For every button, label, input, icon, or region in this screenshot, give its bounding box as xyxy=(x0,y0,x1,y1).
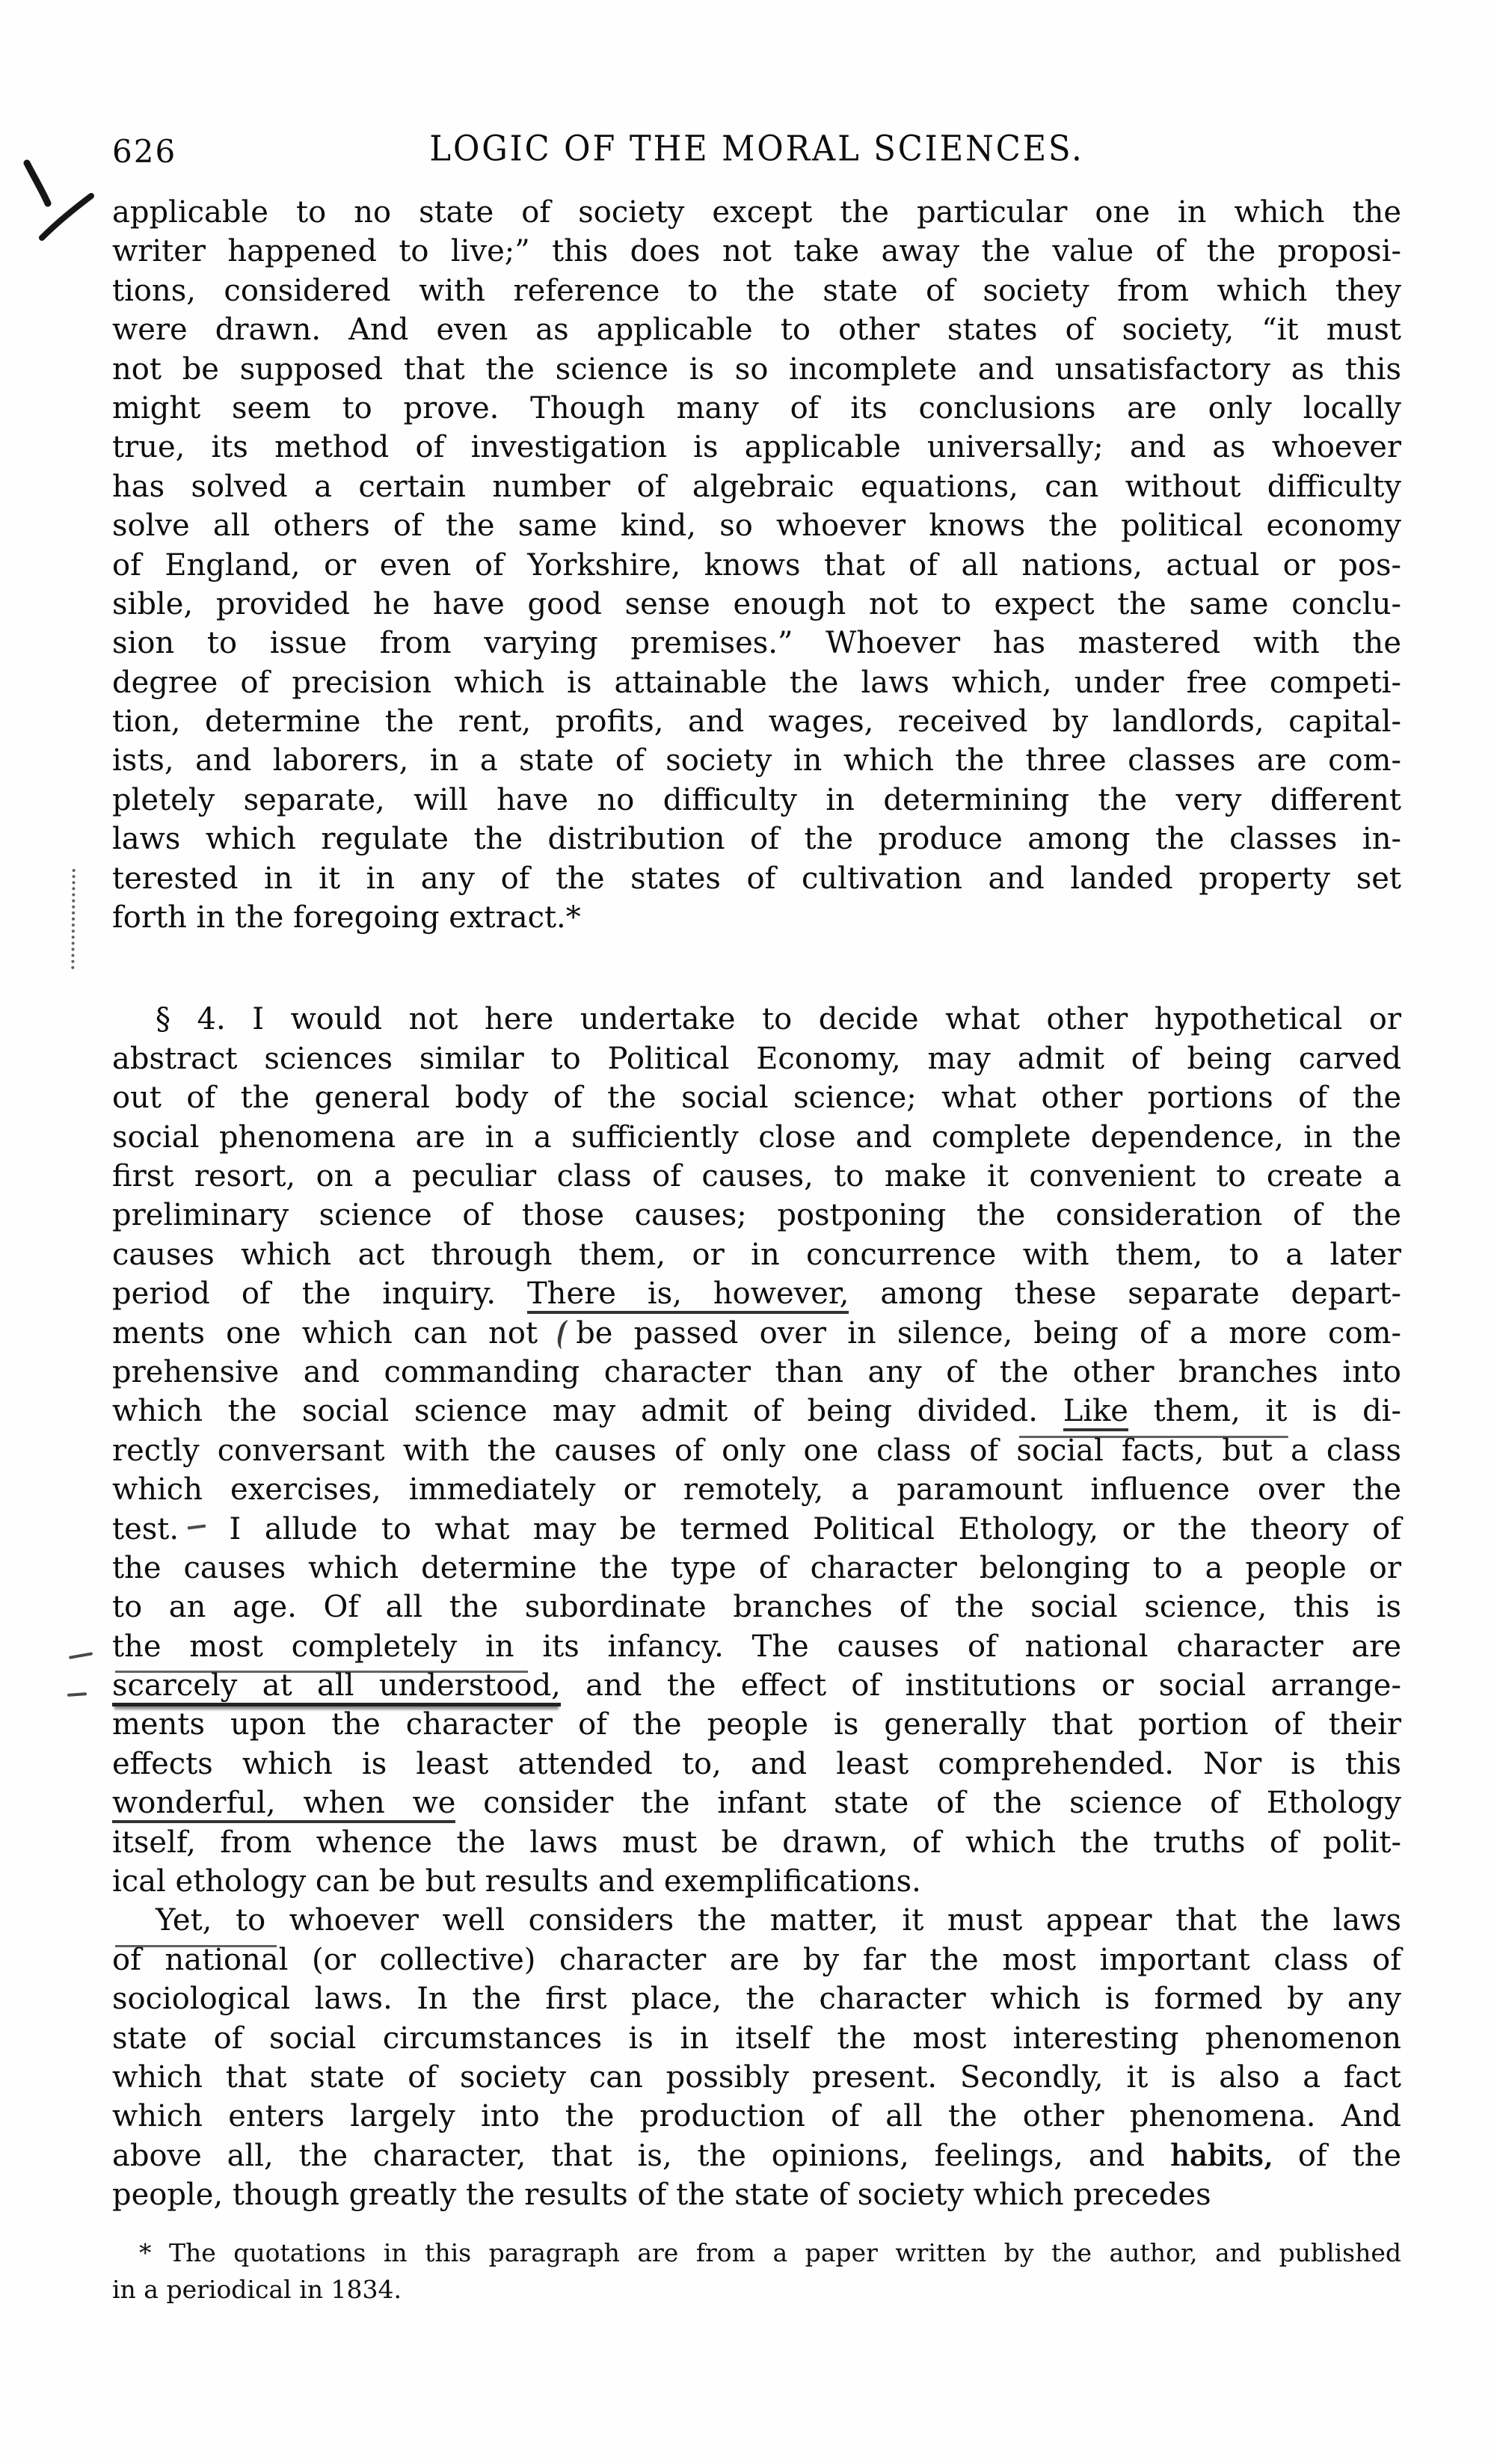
text-line xyxy=(112,781,1401,820)
pencil-marked-text: There is, however, xyxy=(527,1276,849,1314)
text-segment: out of the general body of the social science; what other portions of the xyxy=(112,1081,1401,1116)
text-line xyxy=(112,663,1401,702)
text-segment: ical ethology can be but results and exemplifications. xyxy=(112,1864,921,1899)
pencil-marked-text: of national xyxy=(112,1942,289,1977)
text-segment: solve all others of the same kind, so whoever knows the political economy xyxy=(112,509,1401,544)
text-line xyxy=(112,1470,1401,1509)
body-text xyxy=(112,193,1401,2215)
pencil-margin-dash xyxy=(69,1652,93,1659)
text-segment: which the social science may admit of being divided. xyxy=(112,1394,1063,1429)
text-segment: period of the inquiry. xyxy=(112,1276,527,1312)
text-line xyxy=(112,1627,1401,1666)
text-line xyxy=(112,350,1401,389)
text-line xyxy=(112,1000,1401,1039)
text-line xyxy=(112,389,1401,428)
text-line xyxy=(112,1941,1401,1979)
text-line xyxy=(112,2019,1401,2058)
text-line xyxy=(112,1314,1401,1353)
text-segment: state of social circumstances is in itself the most interesting phenomenon xyxy=(112,2021,1401,2056)
text-segment: applicable to no state of society except the particular one in which the xyxy=(112,195,1401,230)
pencil-marked-text: social facts, but a xyxy=(1016,1433,1309,1468)
text-line xyxy=(112,1862,1401,1901)
pencil-dotted-margin-line xyxy=(71,869,75,969)
text-line xyxy=(112,428,1401,467)
text-segment: forth in the foregoing extract.* xyxy=(112,900,581,935)
text-segment: of England, or even of Yorkshire, knows that of all nations, actual or pos- xyxy=(112,547,1401,583)
text-segment: first resort, on a peculiar class of causes, to make it convenient to create a xyxy=(112,1158,1401,1193)
text-line xyxy=(112,1353,1401,1392)
text-line xyxy=(112,193,1401,232)
text-segment: the causes which determine the type of character belonging to a people or xyxy=(112,1550,1401,1585)
pencil-checkmark-annotation xyxy=(9,147,106,251)
text-segment: effects which is least attended to, and least comprehended. Nor is this xyxy=(112,1746,1401,1781)
text-line xyxy=(112,1118,1401,1157)
text-line xyxy=(112,1510,1401,1549)
text-segment: social phenomena are in a sufficiently close and complete dependence, in the xyxy=(112,1119,1401,1155)
text-line xyxy=(112,467,1401,506)
footnote xyxy=(112,2234,1401,2308)
text-line xyxy=(112,2136,1401,2175)
text-line xyxy=(112,2058,1401,2097)
text-line xyxy=(112,1901,1401,1940)
text-segment: abstract sciences similar to Political Economy, may admit of being carved xyxy=(112,1041,1401,1076)
text-line xyxy=(112,1745,1401,1784)
text-segment: itself, from whence the laws must be drawn, of which the truths of polit- xyxy=(112,1825,1401,1860)
text-line xyxy=(112,1196,1401,1235)
text-segment: not be supposed that the science is so incomplete and unsatisfactory as this xyxy=(112,351,1401,387)
text-line xyxy=(112,1823,1401,1862)
text-line xyxy=(112,1979,1401,2018)
text-segment: sion to issue from varying premises.” Whoever has mastered with the xyxy=(112,626,1401,661)
text-line xyxy=(112,898,1401,937)
paragraph xyxy=(112,1901,1401,2214)
text-segment: ists, and laborers, in a state of society in which the three classes are com- xyxy=(112,743,1401,778)
text-segment: Yet, to whoever well considers the matter, it must appear that the laws xyxy=(156,1903,1401,1938)
text-line xyxy=(112,310,1401,349)
text-line xyxy=(112,702,1401,741)
text-segment: to an age. Of all the subordinate branches of the social science, this is xyxy=(112,1590,1401,1625)
text-segment: which enters largely into the production of all the other phenomena. And xyxy=(112,2099,1401,2134)
pencil-marked-text: Like xyxy=(1063,1394,1128,1431)
text-segment: and the effect of institutions or social arrange- xyxy=(560,1668,1401,1703)
text-segment: of the xyxy=(1273,2138,1401,2173)
pencil-marked-text: be passed xyxy=(559,1316,738,1351)
text-segment: § 4. I would not here undertake to decide what other hypothetical or xyxy=(156,1002,1401,1037)
text-line xyxy=(112,859,1401,898)
pencil-marked-text: habits, xyxy=(1169,2138,1273,2173)
text-segment: tions, considered with reference to the state of society from which they xyxy=(112,273,1401,308)
text-segment: ments upon the character of the people is generally that portion of their xyxy=(112,1707,1401,1742)
text-segment: writer happened to live;” this does not take away the value of the proposi- xyxy=(112,234,1401,269)
text-segment: might seem to prove. Though many of its conclusions are only locally xyxy=(112,390,1401,425)
text-segment: above all, the character, that is, the opinions, feelings, and xyxy=(112,2138,1170,2173)
text-segment: sible, provided he have good sense enough not to expect the same conclu- xyxy=(112,586,1401,621)
text-line xyxy=(112,1431,1401,1470)
text-line xyxy=(112,624,1401,663)
text-line xyxy=(112,2175,1401,2214)
pencil-marked-text: scarcely at all understood, xyxy=(112,1668,561,1706)
text-line xyxy=(112,741,1401,780)
text-line xyxy=(112,1078,1401,1117)
text-segment: which exercises, immediately or remotely, a paramount influence over the xyxy=(112,1472,1401,1508)
text-segment: causes which act through them, or in concurrence with them, to a later xyxy=(112,1237,1401,1272)
pencil-marked-text: wonderful, when we xyxy=(112,1786,455,1823)
paragraph xyxy=(112,193,1401,937)
running-header-title: LOGIC OF THE MORAL SCIENCES. xyxy=(429,127,1084,170)
text-segment: terested in it in any of the states of cultivation and landed property set xyxy=(112,861,1401,896)
text-segment: degree of precision which is attainable the laws which, under free competi- xyxy=(112,665,1401,700)
text-segment: them, it is di- xyxy=(1128,1394,1401,1429)
text-segment: sociological laws. In the first place, the character which is formed by any xyxy=(112,1982,1401,2017)
page-header xyxy=(112,129,1401,173)
text-segment: among these separate depart- xyxy=(849,1276,1401,1312)
text-line xyxy=(112,1705,1401,1744)
text-segment: preliminary science of those causes; postponing the consideration of the xyxy=(112,1198,1401,1233)
text-segment: rectly conversant with the causes of only one class of xyxy=(112,1433,1017,1468)
text-line xyxy=(112,1588,1401,1626)
text-line xyxy=(112,271,1401,310)
text-line xyxy=(112,1784,1401,1822)
text-segment: people, though greatly the results of the state of society which precedes xyxy=(112,2178,1211,2213)
text-line xyxy=(112,1039,1401,1078)
text-line xyxy=(112,232,1401,271)
text-line xyxy=(112,1235,1401,1274)
text-segment: which that state of society can possibly present. Secondly, it is also a fact xyxy=(112,2059,1401,2095)
pencil-margin-dash xyxy=(67,1692,87,1697)
text-segment: true, its method of investigation is applicable universally; and as whoever xyxy=(112,430,1401,465)
text-line xyxy=(112,1392,1401,1431)
text-line xyxy=(112,2097,1401,2136)
text-line xyxy=(112,820,1401,858)
text-segment: class xyxy=(1308,1433,1402,1468)
text-line xyxy=(112,1549,1401,1588)
footnote-line: * The quotations in this paragraph are from a paper written by the author, and published xyxy=(139,2238,1401,2267)
text-line xyxy=(112,546,1401,585)
text-segment: I allude to what may be termed Political Ethology, or the theory of xyxy=(206,1511,1401,1546)
text-line xyxy=(112,1157,1401,1196)
text-segment: the most completely in its infancy. The causes of national character are xyxy=(112,1629,1401,1664)
text-line xyxy=(112,506,1401,545)
page-number: 626 xyxy=(112,133,177,170)
text-segment: (or collective) character are by far the most important class of xyxy=(288,1942,1401,1977)
text-segment: tion, determine the rent, profits, and wages, received by landlords, capital- xyxy=(112,704,1401,740)
text-segment: consider the infant state of the science of Ethology xyxy=(455,1786,1402,1821)
text-segment: over in silence, being of a more com- xyxy=(738,1315,1401,1351)
text-line xyxy=(112,1274,1401,1313)
footnote-line: in a periodical in 1834. xyxy=(112,2275,402,2304)
text-segment: prehensive and commanding character than any of the other branches into xyxy=(112,1354,1401,1389)
text-segment: pletely separate, will have no difficulty in determining the very different xyxy=(112,782,1401,817)
pencil-marked-text: test. xyxy=(112,1512,206,1546)
text-segment: laws which regulate the distribution of the produce among the classes in- xyxy=(112,822,1401,857)
text-line xyxy=(112,585,1401,624)
text-line xyxy=(112,1666,1401,1705)
text-segment: were drawn. And even as applicable to other states of society, “it must xyxy=(112,313,1401,348)
paragraph xyxy=(112,1000,1401,1901)
text-segment: ments one which can not xyxy=(112,1315,559,1351)
text-segment: has solved a certain number of algebraic equations, can without difficulty xyxy=(112,469,1401,504)
